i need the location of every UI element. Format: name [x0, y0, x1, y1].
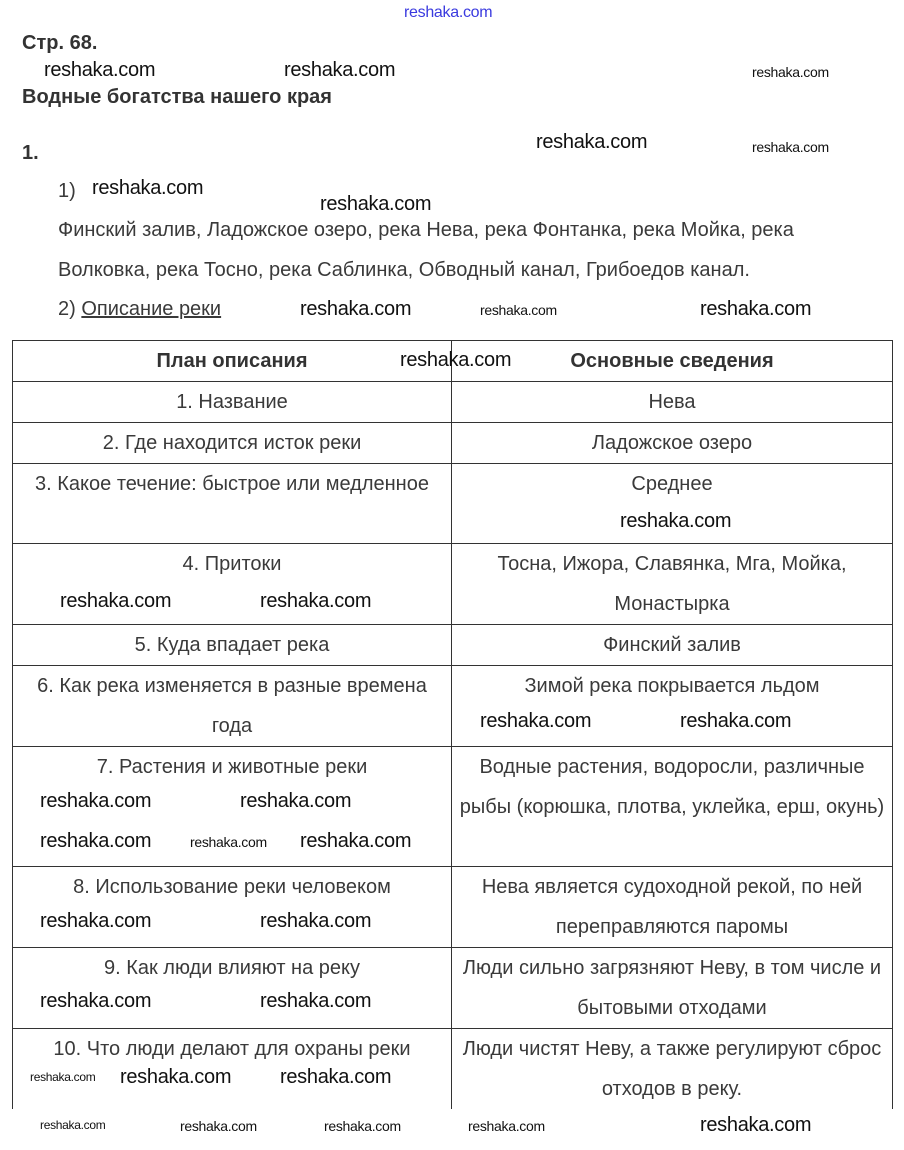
watermark: reshaka.com — [480, 710, 592, 732]
subtask-1-line-2: Волковка, река Тосно, река Саблинка, Обводный канал, Грибоедов канал. — [58, 259, 750, 281]
watermark: reshaka.com — [240, 790, 352, 812]
plan-cell: 3. Какое течение: быстрое или медленное — [13, 464, 452, 544]
plan-cell: 6. Как река изменяется в разные времена года — [13, 666, 452, 747]
watermark: reshaka.com — [260, 910, 372, 932]
watermark: reshaka.com — [536, 131, 648, 153]
info-cell: Люди чистят Неву, а также регулируют сброс отходов в реку. — [452, 1029, 893, 1110]
watermark: reshaka.com — [40, 990, 152, 1012]
subtask-2-number: 2) — [58, 298, 76, 320]
plan-cell: 2. Где находится исток реки — [13, 423, 452, 464]
plan-cell: 8. Использование реки человеком — [13, 867, 452, 948]
watermark: reshaka.com — [752, 139, 829, 155]
watermark: reshaka.com — [40, 1118, 106, 1132]
watermark: reshaka.com — [190, 834, 267, 850]
watermark: reshaka.com — [120, 1066, 232, 1088]
subtask-2-heading — [58, 298, 221, 321]
watermark: reshaka.com — [400, 349, 512, 371]
info-cell: Финский залив — [452, 625, 893, 666]
section-title: Водные богатства нашего края — [22, 86, 332, 108]
table-row — [13, 464, 893, 544]
info-cell: Ладожское озеро — [452, 423, 893, 464]
watermark: reshaka.com — [44, 59, 156, 81]
plan-cell: 5. Куда впадает река — [13, 625, 452, 666]
plan-cell: 10. Что люди делают для охраны реки — [13, 1029, 452, 1110]
watermark: reshaka.com — [260, 990, 372, 1012]
subtask-2-label: Описание реки — [81, 298, 222, 320]
watermark: reshaka.com — [700, 298, 812, 320]
watermark: reshaka.com — [284, 59, 396, 81]
table-row — [13, 948, 893, 1029]
header-info: Основные сведения — [452, 341, 893, 382]
watermark: reshaka.com — [260, 590, 372, 612]
watermark: reshaka.com — [324, 1118, 401, 1134]
watermark: reshaka.com — [752, 64, 829, 80]
watermark: reshaka.com — [92, 177, 204, 199]
table-row — [13, 382, 893, 423]
subtask-1-label: 1) — [58, 180, 76, 202]
table-row — [13, 625, 893, 666]
info-cell: Тосна, Ижора, Славянка, Мга, Мойка, Монастырка — [452, 544, 893, 625]
watermark: reshaka.com — [280, 1066, 392, 1088]
watermark: reshaka.com — [300, 298, 412, 320]
table-row — [13, 867, 893, 948]
subtask-1-line-1: Финский залив, Ладожское озеро, река Нева, река Фонтанка, река Мойка, река — [58, 219, 794, 241]
task-number: 1. — [22, 142, 39, 164]
table-row — [13, 423, 893, 464]
watermark: reshaka.com — [60, 590, 172, 612]
watermark: reshaka.com — [40, 790, 152, 812]
table-row — [13, 666, 893, 747]
plan-cell: 1. Название — [13, 382, 452, 423]
watermark: reshaka.com — [620, 510, 732, 532]
watermark: reshaka.com — [180, 1118, 257, 1134]
info-cell: Водные растения, водоросли, различные рыбы (корюшка, плотва, уклейка, ерш, окунь) — [452, 747, 893, 867]
plan-cell: 7. Растения и животные реки — [13, 747, 452, 867]
watermark: reshaka.com — [40, 910, 152, 932]
info-cell: Люди сильно загрязняют Неву, в том числе и бытовыми отходами — [452, 948, 893, 1029]
watermark: reshaka.com — [700, 1114, 812, 1136]
info-cell: Среднее — [452, 464, 893, 544]
plan-cell: 9. Как люди влияют на реку — [13, 948, 452, 1029]
watermark: reshaka.com — [300, 830, 412, 852]
plan-cell: 4. Притоки — [13, 544, 452, 625]
header-plan: План описания — [13, 341, 452, 382]
watermark: reshaka.com — [30, 1070, 96, 1084]
watermark: reshaka.com — [480, 302, 557, 318]
watermark: reshaka.com — [40, 830, 152, 852]
watermark: reshaka.com — [320, 193, 432, 215]
watermark: reshaka.com — [404, 4, 493, 21]
info-cell: Нева — [452, 382, 893, 423]
info-cell: Нева является судоходной рекой, по ней переправляются паромы — [452, 867, 893, 948]
watermark: reshaka.com — [680, 710, 792, 732]
page-label: Стр. 68. — [22, 32, 98, 54]
watermark: reshaka.com — [468, 1118, 545, 1134]
info-cell: Зимой река покрывается льдом — [452, 666, 893, 747]
